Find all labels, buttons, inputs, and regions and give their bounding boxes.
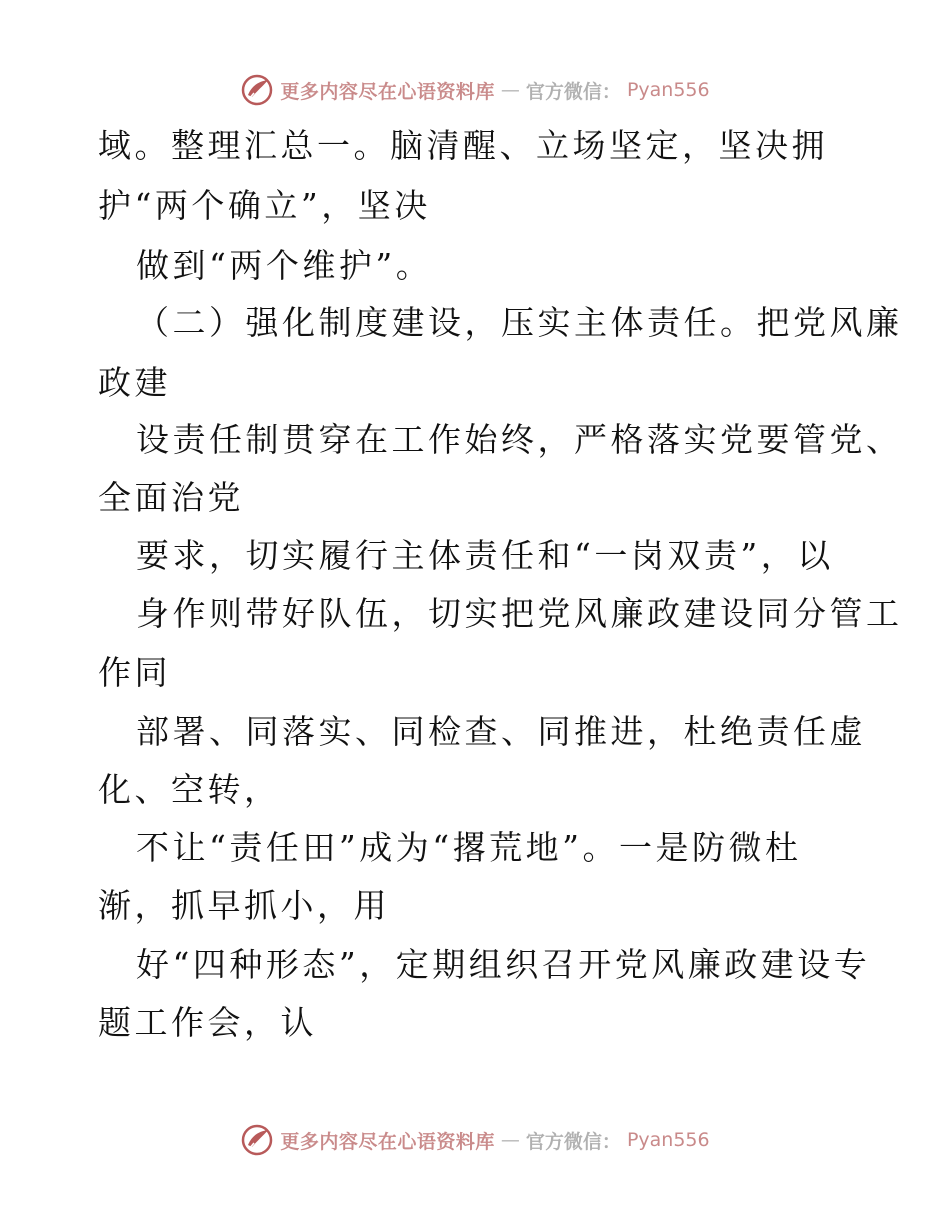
watermark-main-text: 更多内容尽在心语资料库 [280,1130,495,1153]
watermark-separator: — [500,79,520,101]
text-line: 全面治党 [98,478,244,517]
text-line: 部署、同落实、同检查、同推进，杜绝责任虚 [136,712,866,751]
text-line: 做到“两个维护”。 [136,246,433,285]
watermark-label: 官方微信： [525,1130,621,1153]
watermark-id: Pyan556 [626,79,710,101]
text-line: 政建 [98,363,171,402]
text-line: 渐，抓早抓小，用 [98,886,390,925]
watermark-separator: — [500,1129,520,1151]
text-line: 化、空转， [98,770,281,809]
text-line: （二）强化制度建设，压实主体责任。把党风廉 [136,303,903,342]
pen-logo-icon [240,1123,274,1157]
text-line: 要求，切实履行主体责任和“一岗双责”，以 [136,536,834,575]
watermark-main-text: 更多内容尽在心语资料库 [280,80,495,103]
footer-watermark [0,1120,950,1160]
text-line: 好“四种形态”，定期组织召开党风廉政建设专 [136,945,871,984]
watermark-id: Pyan556 [626,1129,710,1151]
text-line: 作同 [98,653,171,692]
text-line: 护“两个确立”，坚决 [98,186,431,225]
text-line: 设责任制贯穿在工作始终，严格落实党要管党、 [136,420,903,459]
text-line: 身作则带好队伍，切实把党风廉政建设同分管工 [136,594,903,633]
text-line: 题工作会，认 [98,1003,317,1042]
watermark-label: 官方微信： [525,80,621,103]
pen-logo-icon [240,73,274,107]
header-watermark [0,70,950,110]
text-line: 域。整理汇总一。脑清醒、立场坚定，坚决拥 [98,126,828,165]
text-line: 不让“责任田”成为“撂荒地”。一是防微杜 [136,828,802,867]
